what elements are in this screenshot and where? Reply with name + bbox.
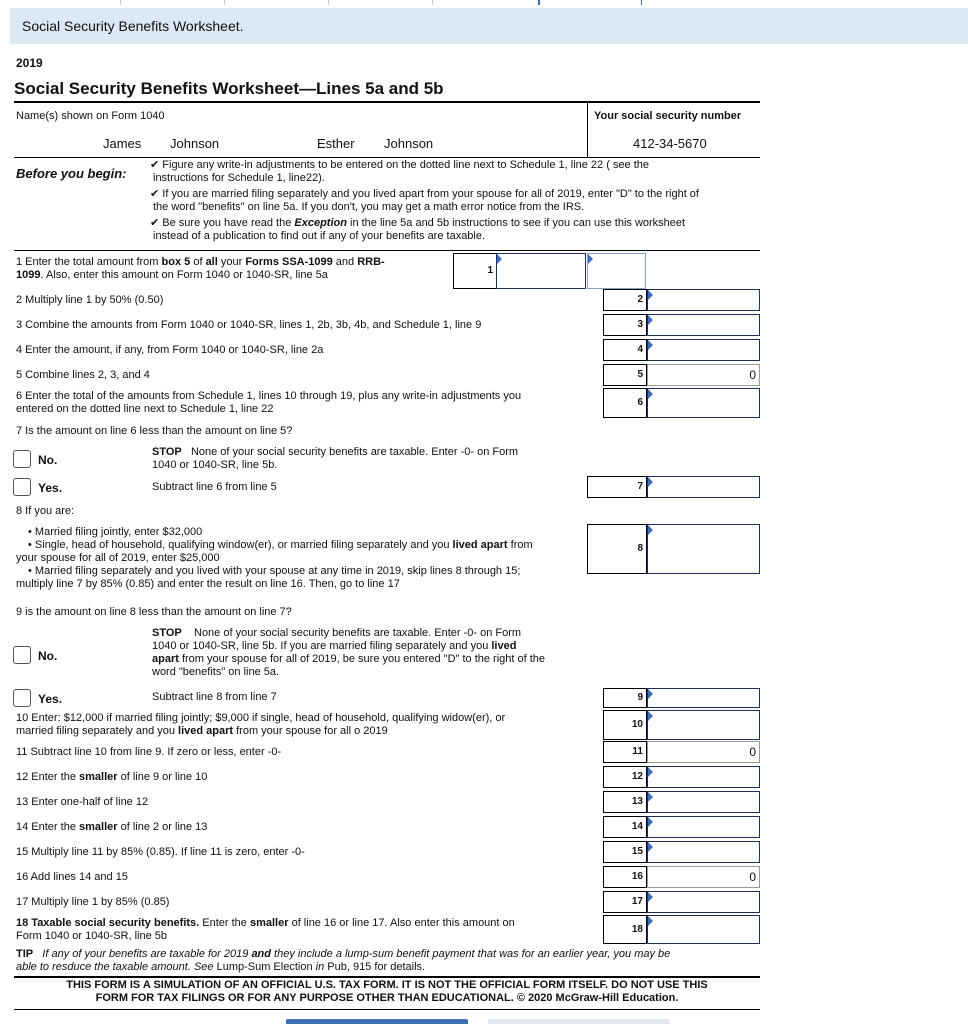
line-14-label: 14 Enter the smaller of line 2 or line 13 <box>16 821 208 833</box>
line-9-yes-checkbox[interactable] <box>13 689 31 707</box>
name-first-2: Esther <box>317 136 355 151</box>
primary-nav-button[interactable] <box>286 1019 468 1024</box>
line-3-number: 3 <box>603 314 647 336</box>
line-5-value: 0 <box>647 364 760 386</box>
disclaimer: THIS FORM IS A SIMULATION OF AN OFFICIAL U.S. TAX FORM. IT IS NOT THE OFFICIAL FORM ITSELF. DO NOT USE THIS FORM FOR TAX FILINGS OR FOR ANY PURPOSE OTHER THAN EDUCATIONAL. © 2020 McGraw-Hill Education. <box>66 979 708 1004</box>
name-first-1: James <box>103 136 142 151</box>
line-11-number: 11 <box>603 741 647 763</box>
line-8-label: 8 If you are: <box>16 505 75 517</box>
line-13-number: 13 <box>603 791 647 813</box>
line-4-number: 4 <box>603 339 647 361</box>
before-label: Before you begin: <box>16 166 127 181</box>
line-12-number: 12 <box>603 766 647 788</box>
line-14-input[interactable] <box>647 816 760 838</box>
line-7-label: 7 Is the amount on line 6 less than the amount on line 5? <box>16 425 293 437</box>
line-15-label: 15 Multiply line 11 by 85% (0.85). If line 11 is zero, enter -0- <box>16 846 305 858</box>
line-8-number: 8 <box>587 524 647 574</box>
line-5-number: 5 <box>603 364 647 386</box>
line-16-label: 16 Add lines 14 and 15 <box>16 871 128 883</box>
line-15-input[interactable] <box>647 841 760 863</box>
tip-rule <box>14 976 760 978</box>
form-title: Social Security Benefits Worksheet—Lines 5a and 5b <box>14 79 444 98</box>
title-rule <box>14 101 760 103</box>
line-9-no-text: STOP None of your social security benefits are taxable. Enter -0- on Form 1040 or 1040-SR, line 5b. If you are married filing separately and you lived apart from your spouse for all of 2019, be sure you entered "D" to the right of the word "benefits" on line 5a. <box>152 627 546 678</box>
name-last-1: Johnson <box>170 136 220 151</box>
line-10-number: 10 <box>603 710 647 740</box>
banner-title: Social Security Benefits Worksheet. <box>22 18 244 34</box>
line-9-number: 9 <box>603 688 647 708</box>
name-last-2: Johnson <box>384 136 434 151</box>
line-13-input[interactable] <box>647 791 760 813</box>
line-1-input[interactable] <box>496 253 586 289</box>
ssn-divider <box>587 102 588 158</box>
line-9-no-label: No. <box>38 649 58 663</box>
check-icon: ✔ <box>150 159 160 171</box>
line-8-conditions: • Married filing jointly, enter $32,000 • Single, head of household, qualifying window(er), or married filing separately and you lived apart from your spouse for all of 2019, enter $25,000 • Married filing separately and you lived with your spouse at any time in 2019, skip lines 8 through 15; multiply line 7 by 85% (0.85) and enter the result on line 16. Then, go to line 17 <box>16 526 533 590</box>
line-7-yes-text: Subtract line 6 from line 5 <box>152 481 277 493</box>
line-13-label: 13 Enter one-half of line 12 <box>16 796 149 808</box>
line-3-input[interactable] <box>647 314 760 336</box>
line-17-input[interactable] <box>647 891 760 913</box>
line-7-no-text: STOP None of your social security benefits are taxable. Enter -0- on Form 1040 or 1040-SR, line 5b. <box>152 446 519 471</box>
line-9-label: 9 is the amount on line 8 less than the amount on line 7? <box>16 606 292 618</box>
check-icon: ✔ <box>150 188 160 200</box>
top-tab-strip <box>0 0 968 8</box>
form-year: 2019 <box>16 56 43 70</box>
line-6-label: 6 Enter the total of the amounts from Schedule 1, lines 10 through 19, plus any write-in adjustments you entered on the dotted line next to Schedule 1, line 22 <box>16 390 522 415</box>
line-9-yes-text: Subtract line 8 from line 7 <box>152 691 277 703</box>
line-6-number: 6 <box>603 388 647 418</box>
tip-note: TIP If any of your benefits are taxable for 2019 and they include a lump-sum benefit payment that was for an earlier year, you may be able to resduce the taxable amount. See Lump-Sum Election in Pub, 915 for details. <box>16 948 671 973</box>
names-label: Name(s) shown on Form 1040 <box>16 110 165 122</box>
line-10-input[interactable] <box>647 710 760 740</box>
line-4-input[interactable] <box>647 339 760 361</box>
line-17-label: 17 Multiply line 1 by 85% (0.85) <box>16 896 170 908</box>
line-16-number: 16 <box>603 866 647 888</box>
line-11-value: 0 <box>647 741 760 763</box>
worksheet-banner <box>10 8 968 44</box>
line-8-input[interactable] <box>647 524 760 574</box>
line-7-number: 7 <box>587 476 647 498</box>
line-15-number: 15 <box>603 841 647 863</box>
line-9-no-checkbox[interactable] <box>13 646 31 664</box>
line-14-number: 14 <box>603 816 647 838</box>
line-1-label: 1 Enter the total amount from box 5 of all your Forms SSA-1099 and RRB- 1099. Also, enter this amount on Form 1040 or 1040-SR, line 5a <box>16 256 385 281</box>
secondary-nav-button[interactable] <box>488 1019 670 1024</box>
line-18-input[interactable] <box>647 915 760 944</box>
line-7-no-label: No. <box>38 453 58 467</box>
line-2-number: 2 <box>603 289 647 311</box>
line-11-label: 11 Subtract line 10 from line 9. If zero or less, enter -0- <box>16 746 282 758</box>
line-18-number: 18 <box>603 915 647 944</box>
name-rule <box>14 157 760 158</box>
tip-label: TIP <box>16 948 34 960</box>
line-2-input[interactable] <box>647 289 760 311</box>
line-2-label: 2 Multiply line 1 by 50% (0.50) <box>16 294 164 306</box>
line-9-input[interactable] <box>647 688 760 708</box>
line-7-yes-label: Yes. <box>38 481 63 495</box>
line-5-label: 5 Combine lines 2, 3, and 4 <box>16 369 150 381</box>
before-rule <box>14 250 760 251</box>
line-7-input[interactable] <box>647 476 760 498</box>
ssn-label: Your social security number <box>594 110 742 122</box>
line-10-label: 10 Enter: $12,000 if married filing jointly; $9,000 if single, head of household, qualifying widow(er), or married filing separately and you lived apart from your spouse for all o 2019 <box>16 712 506 737</box>
line-1-extra-input[interactable] <box>587 253 646 289</box>
line-12-input[interactable] <box>647 766 760 788</box>
check-icon: ✔ <box>150 217 160 229</box>
line-16-value: 0 <box>647 866 760 888</box>
line-7-yes-checkbox[interactable] <box>13 478 31 496</box>
line-12-label: 12 Enter the smaller of line 9 or line 10 <box>16 771 208 783</box>
line-6-input[interactable] <box>647 388 760 418</box>
ssn-value: 412-34-5670 <box>633 136 707 151</box>
line-3-label: 3 Combine the amounts from Form 1040 or 1040-SR, lines 1, 2b, 3b, 4b, and Schedule 1, line 9 <box>16 319 482 331</box>
line-1-number: 1 <box>453 253 497 289</box>
disclaimer-rule <box>14 1009 760 1010</box>
line-18-label: 18 Taxable social security benefits. Enter the smaller of line 16 or line 17. Also enter this amount on Form 1040 or 1040-SR, line 5b <box>16 917 515 942</box>
before-instructions: ✔ Figure any write-in adjustments to be entered on the dotted line next to Schedule 1, line 22 ( see the instructions for Schedule 1, line22). ✔ If you are married filing separately and you lived apart from your spouse for all of 2019, enter "D" to the right of the word "benefits" on line 5a. If you don't, you may get a math error notice from the IRS. ✔ Be sure you have read the Exception in the line 5a and 5b instructions to see if you can use this worksheet instead of a publication to find out if any of your benefits are taxable. <box>150 159 699 242</box>
line-17-number: 17 <box>603 891 647 913</box>
line-7-no-checkbox[interactable] <box>13 450 31 468</box>
line-9-yes-label: Yes. <box>38 692 63 706</box>
line-4-label: 4 Enter the amount, if any, from Form 1040 or 1040-SR, line 2a <box>16 344 324 356</box>
